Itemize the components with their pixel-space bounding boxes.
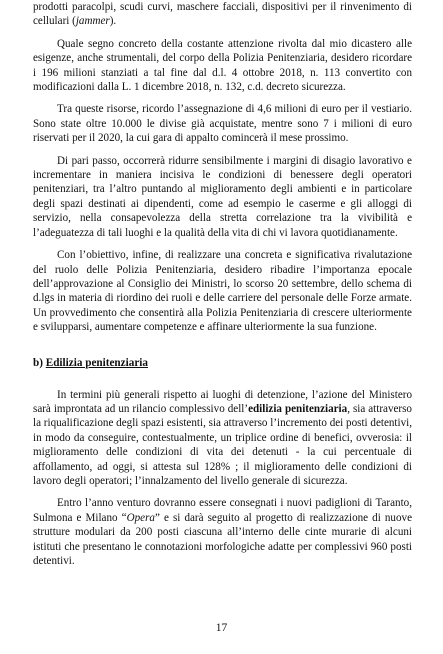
paragraph-text: ).	[109, 15, 117, 28]
paragraph-text: Con l’obiettivo, infine, di realizzare una concreta e significativa rivalutazione del ruolo delle Polizia Penitenziaria, desidero ribadire l’importanza epocale dell’approvazione al Consiglio dei Ministri, lo scorso 20 settembre, dello schema di d.lgs in materia di riordino dei ruoli e delle carriere del personale delle Forze armate. Un provvedimento che consentirà alla Polizia Penitenziaria di crescere ulteriormente e svilupparsi, aumentare competenze e affinare ulteriormente la sua funzione.	[33, 249, 412, 334]
paragraph-text: Entro l’anno venturo dovranno essere consegnati i nuovi padiglioni di Taranto, Sulmona e Milano “	[33, 497, 412, 524]
paragraph	[33, 388, 412, 489]
page-number: 17	[215, 622, 228, 634]
paragraph	[33, 102, 412, 145]
paragraph-text: prodotti paracolpi, scudi curvi, maschere facciali, dispositivi per il rinvenimento di cellulari (	[33, 1, 412, 28]
paragraph-text: Quale segno concreto della costante attenzione rivolta dal mio dicastero alle esigenze, anche strumentali, del corpo della Polizia Penitenziaria, desidero ricordare i 196 milioni stanziati a tal fine dal d.l. 4 ottobre 2018, n. 113 convertito con modificazioni dalla L. 1 dicembre 2018, n. 132, c.d. decreto sicurezza.	[33, 37, 412, 94]
paragraph	[33, 0, 412, 29]
paragraph-text: In termini più generali rispetto ai luoghi di detenzione, l’azione del Ministero sarà improntata ad un rilancio complessivo dell’	[33, 388, 412, 415]
paragraph-text: Tra queste risorse, ricordo l’assegnazione di 4,6 milioni di euro per il vestiario. Sono state oltre 10.000 le divise già acquistate, mentre sono 7 i milioni di euro riservati per il 2020, la cui gara di appalto comincerà il mese prossimo.	[33, 103, 412, 145]
document-page	[33, 0, 412, 568]
paragraph-text: , sia attraverso la riqualificazione degli spazi esistenti, sia attraverso l’incremento dei posti detentivi, in modo da conseguire, contestualmente, un triplice ordine di benefici, ovverosia: il miglioramento delle condizioni di vita dei detenuti - la cui percentuale di affollamento, ad oggi, si attesta sul 128% ; il miglioramento delle condizioni di lavoro degli operatori; l’innalzamento del livello generale di sicurezza.	[33, 402, 412, 487]
italic-term: Opera	[126, 511, 155, 524]
section-prefix: b)	[33, 356, 46, 369]
paragraph	[33, 37, 412, 95]
paragraph-text: Di pari passo, occorrerà ridurre sensibilmente i margini di disagio lavorativo e incrementare in maniera incisiva le condizioni di benessere degli operatori penitenziari, tra l’altro puntando al miglioramento degli ambienti e in particolare degli spazi destinati ai dipendenti, come ad esempio le caserme e gli alloggi di servizio, nella consapevolezza della stretta correlazione tra la vivibilità e l’adeguatezza di tali luoghi e la qualità della vita di chi vi lavora quotidianamente.	[33, 154, 412, 239]
italic-term: jammer	[75, 15, 110, 28]
section-heading	[33, 356, 412, 370]
section-title: Edilizia penitenziaria	[45, 356, 148, 369]
paragraph	[33, 154, 412, 240]
bold-term: edilizia penitenziaria	[248, 402, 348, 415]
paragraph-text: ” e si darà seguito al progetto di realizzazione di nuove strutture modulari da 200 posti ciascuna all’interno delle cinte murarie di alcuni istituti che presentano le connotazioni morfologiche adatte per complessivi 960 posti detentivi.	[33, 511, 412, 567]
paragraph	[33, 496, 412, 568]
paragraph	[33, 248, 412, 334]
